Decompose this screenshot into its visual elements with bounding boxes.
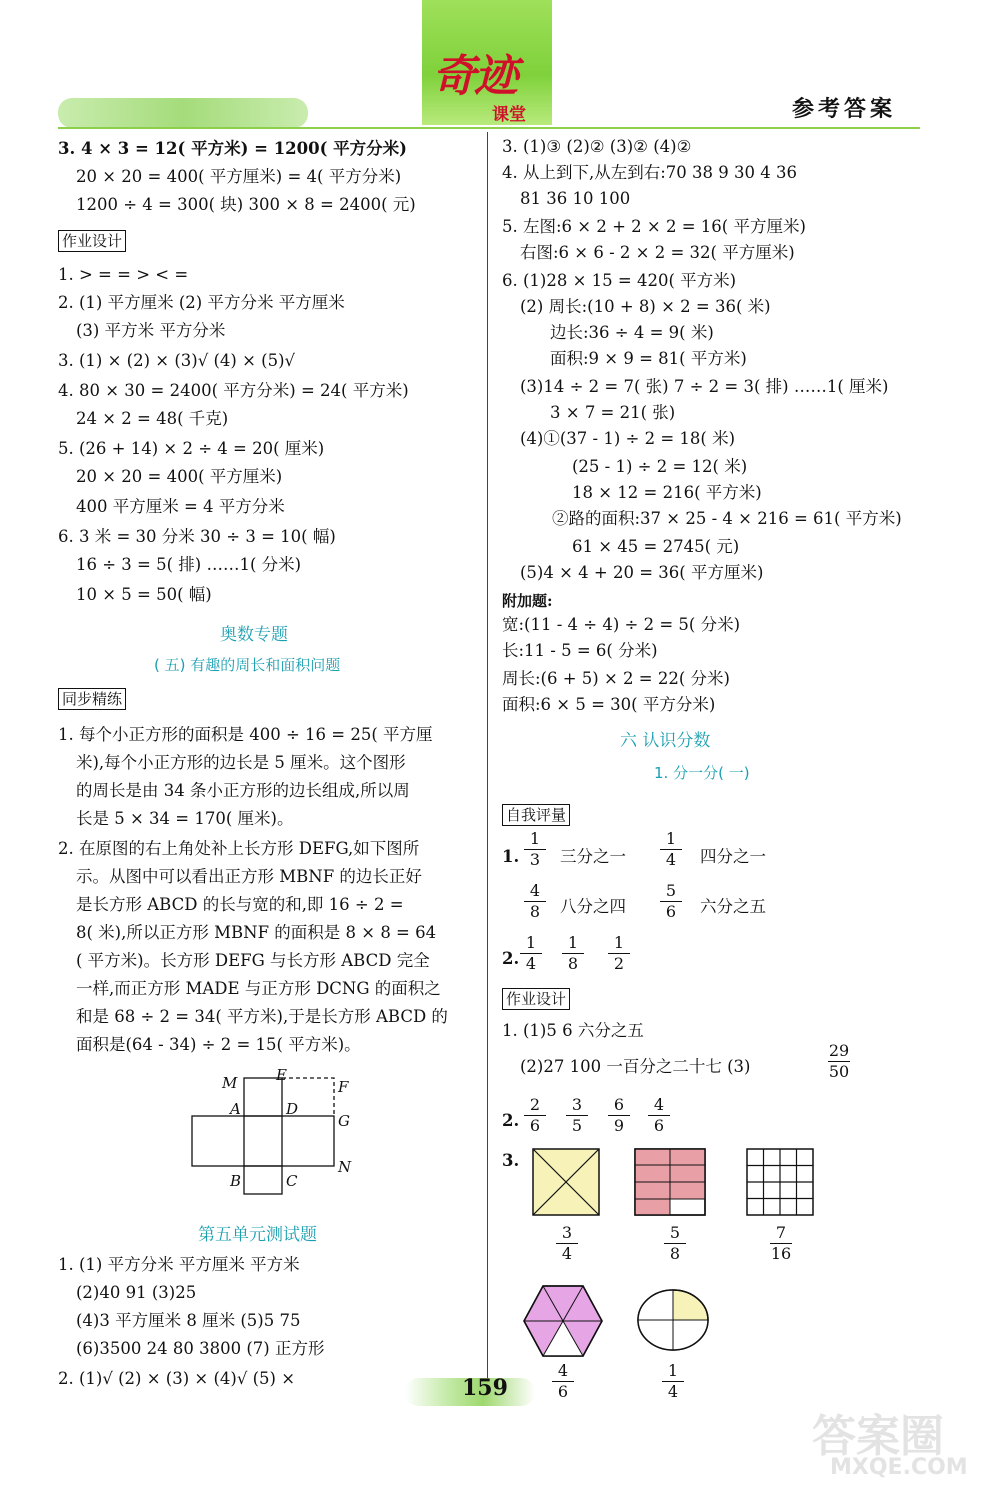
watermark-url: MXQE.COM bbox=[830, 1455, 968, 1480]
numerator: 2 bbox=[529, 1095, 541, 1114]
section-title-fractions: 六 认识分数 bbox=[620, 731, 711, 751]
numerator: 4 bbox=[557, 1361, 569, 1380]
fraction bbox=[608, 1096, 630, 1135]
numerator: 3 bbox=[561, 1223, 573, 1242]
denominator: 3 bbox=[529, 850, 541, 869]
hw2-number: 2. bbox=[502, 1111, 520, 1130]
section-subtitle: ( 五) 有趣的周长和面积问题 bbox=[154, 656, 341, 674]
left-line: 的周长是由 34 条小正方形的边长组成,所以周 bbox=[76, 781, 410, 800]
right-line: 宽:(11 - 4 ÷ 4) ÷ 2 = 5( 分米) bbox=[502, 615, 741, 634]
numerator: 5 bbox=[669, 1223, 681, 1242]
left-line: (4)3 平方厘米 8 厘米 (5)5 75 bbox=[76, 1311, 301, 1330]
watermark-logo: 答案圈 bbox=[812, 1411, 944, 1462]
denominator: 8 bbox=[529, 902, 541, 921]
denominator: 8 bbox=[669, 1244, 681, 1263]
left-line: 是长方形 ABCD 的长与宽的和,即 16 ÷ 2 = bbox=[76, 895, 404, 914]
q1-word-3: 八分之四 bbox=[560, 897, 626, 916]
right-line: 面积:9 × 9 = 81( 平方米) bbox=[550, 349, 747, 368]
denominator: 6 bbox=[529, 1116, 541, 1135]
denominator: 8 bbox=[567, 954, 579, 973]
left-line: 1. > = = > < = bbox=[58, 265, 189, 284]
numerator: 1 bbox=[529, 829, 541, 848]
numerator: 5 bbox=[665, 881, 677, 900]
left-line: 6. 3 米 = 30 分米 30 ÷ 3 = 10( 幅) bbox=[58, 527, 336, 546]
fraction bbox=[524, 1096, 546, 1135]
right-line: 4. 从上到下,从左到右:70 38 9 30 4 36 bbox=[502, 163, 797, 182]
right-line: 18 × 12 = 216( 平方米) bbox=[572, 483, 762, 502]
square-quartered-shape bbox=[532, 1148, 602, 1218]
fraction bbox=[562, 934, 584, 973]
rect-middle bbox=[192, 1116, 334, 1166]
shape-fraction bbox=[662, 1362, 684, 1401]
q1-word-4: 六分之五 bbox=[700, 897, 766, 916]
right-line: (3)14 ÷ 2 = 7( 张) 7 ÷ 2 = 3( 排) ……1( 厘米) bbox=[520, 377, 889, 396]
hexagon-sixths-shape bbox=[522, 1284, 604, 1358]
header-logo-sub: 课堂 bbox=[492, 105, 526, 125]
numerator: 1 bbox=[613, 933, 625, 952]
left-line: 8( 米),所以正方形 MBNF 的面积是 8 × 8 = 64 bbox=[76, 923, 437, 942]
left-line: 2. (1)√ (2) × (3) × (4)√ (5) × bbox=[58, 1369, 296, 1388]
denominator: 4 bbox=[561, 1244, 573, 1263]
label-b: B bbox=[230, 1172, 242, 1190]
right-line: 5. 左图:6 × 2 + 2 × 2 = 16( 平方厘米) bbox=[502, 217, 806, 236]
denominator: 4 bbox=[525, 954, 537, 973]
shape-fraction bbox=[552, 1362, 574, 1401]
left-line: ( 平方米)。长方形 DEFG 与长方形 ABCD 完全 bbox=[76, 951, 430, 970]
header-logo: 奇迹 bbox=[432, 51, 516, 102]
numerator: 6 bbox=[613, 1095, 625, 1114]
right-line: 边长:36 ÷ 4 = 9( 米) bbox=[550, 323, 714, 342]
hw3-number: 3. bbox=[502, 1151, 520, 1170]
left-line: (2)40 91 (3)25 bbox=[76, 1283, 197, 1302]
section-title-olympiad: 奥数专题 bbox=[220, 625, 288, 645]
left-line: 3. (1) × (2) × (3)√ (4) × (5)√ bbox=[58, 351, 296, 370]
left-line: (3) 平方米 平方分米 bbox=[76, 321, 226, 340]
fraction bbox=[608, 934, 630, 973]
left-line: 长是 5 × 34 = 170( 厘米)。 bbox=[76, 809, 294, 828]
left-line: 米),每个小正方形的边长是 5 厘米。这个图形 bbox=[76, 753, 406, 772]
grid-sixteenths-shape bbox=[746, 1148, 816, 1218]
left-line: 400 平方厘米 = 4 平方分米 bbox=[76, 497, 285, 516]
left-line: 面积是(64 - 34) ÷ 2 = 15( 平方米)。 bbox=[76, 1035, 361, 1054]
shape-fraction bbox=[664, 1224, 686, 1263]
denominator: 6 bbox=[665, 902, 677, 921]
label-e: E bbox=[276, 1066, 287, 1084]
header-decoration bbox=[58, 98, 308, 128]
ellipse-quarters-shape bbox=[636, 1288, 710, 1352]
denominator: 16 bbox=[770, 1244, 792, 1263]
section-box-self-assess: 自我评量 bbox=[502, 804, 570, 826]
header-rule bbox=[58, 127, 920, 129]
shape-fraction bbox=[770, 1224, 792, 1263]
denominator: 2 bbox=[613, 954, 625, 973]
left-line: 1. 每个小正方形的面积是 400 ÷ 16 = 25( 平方厘 bbox=[58, 725, 433, 744]
left-line: 1. (1) 平方分米 平方厘米 平方米 bbox=[58, 1255, 300, 1274]
left-line: 2. 在原图的右上角处补上长方形 DEFG,如下图所 bbox=[58, 839, 420, 858]
right-line: 周长:(6 + 5) × 2 = 22( 分米) bbox=[502, 669, 730, 688]
left-line: 和是 68 ÷ 2 = 34( 平方米),于是长方形 ABCD 的 bbox=[76, 1007, 448, 1026]
fraction bbox=[520, 934, 542, 973]
section-title-unit-test: 第五单元测试题 bbox=[198, 1225, 317, 1245]
left-line: 5. (26 + 14) × 2 ÷ 4 = 20( 厘米) bbox=[58, 439, 325, 458]
right-line: 81 36 10 100 bbox=[520, 189, 631, 208]
left-line: 20 × 20 = 400( 平方厘米) = 4( 平方分米) bbox=[76, 167, 402, 186]
q2-number: 2. bbox=[502, 949, 520, 968]
right-line: ②路的面积:37 × 25 - 4 × 216 = 61( 平方米) bbox=[552, 509, 902, 528]
left-line: 10 × 5 = 50( 幅) bbox=[76, 585, 212, 604]
label-c: C bbox=[286, 1172, 298, 1190]
denominator: 50 bbox=[828, 1062, 850, 1081]
numerator: 4 bbox=[653, 1095, 665, 1114]
left-line: 16 ÷ 3 = 5( 排) ……1( 分米) bbox=[76, 555, 302, 574]
cross-figure bbox=[186, 1068, 356, 1198]
right-line: (2) 周长:(10 + 8) × 2 = 36( 米) bbox=[520, 297, 771, 316]
denominator: 6 bbox=[653, 1116, 665, 1135]
right-line: 右图:6 × 6 - 2 × 2 = 32( 平方厘米) bbox=[520, 243, 795, 262]
left-line: (6)3500 24 80 3800 (7) 正方形 bbox=[76, 1339, 325, 1358]
rect-eighths-shape bbox=[634, 1148, 708, 1218]
fraction bbox=[524, 882, 546, 921]
denominator: 9 bbox=[613, 1116, 625, 1135]
right-line: 3 × 7 = 21( 张) bbox=[550, 403, 676, 422]
label-g: G bbox=[338, 1112, 350, 1130]
numerator: 1 bbox=[665, 829, 677, 848]
fraction bbox=[648, 1096, 670, 1135]
section-subtitle-fractions: 1. 分一分( 一) bbox=[654, 764, 750, 782]
fraction bbox=[524, 830, 546, 869]
left-line: 24 × 2 = 48( 千克) bbox=[76, 409, 229, 428]
label-a: A bbox=[230, 1100, 241, 1118]
label-n: N bbox=[338, 1158, 352, 1176]
right-line: (4)①(37 - 1) ÷ 2 = 18( 米) bbox=[520, 429, 736, 448]
square-bottom bbox=[244, 1166, 282, 1194]
fraction bbox=[828, 1042, 850, 1081]
denominator: 6 bbox=[557, 1382, 569, 1401]
left-line: 2. (1) 平方厘米 (2) 平方分米 平方厘米 bbox=[58, 293, 345, 312]
right-line: 6. (1)28 × 15 = 420( 平方米) bbox=[502, 271, 737, 290]
right-line: (25 - 1) ÷ 2 = 12( 米) bbox=[572, 457, 748, 476]
fraction bbox=[566, 1096, 588, 1135]
left-line: 示。从图中可以看出正方形 MBNF 的边长正好 bbox=[76, 867, 422, 886]
denominator: 4 bbox=[667, 1382, 679, 1401]
header-title: 参考答案 bbox=[792, 96, 897, 122]
numerator: 3 bbox=[571, 1095, 583, 1114]
left-line: 4. 80 × 30 = 2400( 平方分米) = 24( 平方米) bbox=[58, 381, 409, 400]
fraction bbox=[660, 830, 682, 869]
left-line: 1200 ÷ 4 = 300( 块) 300 × 8 = 2400( 元) bbox=[76, 195, 416, 214]
page-number: 159 bbox=[462, 1375, 508, 1401]
q1-word-1: 三分之一 bbox=[560, 847, 626, 866]
label-m: M bbox=[222, 1074, 238, 1092]
numerator: 29 bbox=[828, 1041, 850, 1060]
section-box-practice: 同步精练 bbox=[58, 688, 126, 710]
numerator: 1 bbox=[525, 933, 537, 952]
left-line: 一样,而正方形 MADE 与正方形 DCNG 的面积之 bbox=[76, 979, 441, 998]
numerator: 7 bbox=[775, 1223, 787, 1242]
q1-number: 1. bbox=[502, 847, 520, 866]
right-line: 61 × 45 = 2745( 元) bbox=[572, 537, 740, 556]
denominator: 5 bbox=[571, 1116, 583, 1135]
fraction bbox=[660, 882, 682, 921]
label-d: D bbox=[286, 1100, 299, 1118]
hw1-line: 1. (1)5 6 六分之五 bbox=[502, 1021, 644, 1040]
numerator: 4 bbox=[529, 881, 541, 900]
right-line: (5)4 × 4 + 20 = 36( 平方厘米) bbox=[520, 563, 764, 582]
right-line: 面积:6 × 5 = 30( 平方分米) bbox=[502, 695, 716, 714]
left-line: 3. 4 × 3 = 12( 平方米) = 1200( 平方分米) bbox=[58, 139, 407, 158]
section-box-homework: 作业设计 bbox=[58, 230, 126, 252]
q1-word-2: 四分之一 bbox=[700, 847, 766, 866]
label-f: F bbox=[338, 1078, 349, 1096]
numerator: 1 bbox=[567, 933, 579, 952]
right-line: 附加题: bbox=[502, 592, 553, 610]
column-divider bbox=[487, 132, 488, 1392]
hw1b-line: (2)27 100 一百分之二十七 (3) bbox=[520, 1057, 751, 1076]
right-line: 3. (1)③ (2)② (3)② (4)② bbox=[502, 137, 692, 156]
numerator: 1 bbox=[667, 1361, 679, 1380]
shape-fraction bbox=[556, 1224, 578, 1263]
section-box-homework-2: 作业设计 bbox=[502, 988, 570, 1010]
right-line: 长:11 - 5 = 6( 分米) bbox=[502, 641, 658, 660]
denominator: 4 bbox=[665, 850, 677, 869]
left-line: 20 × 20 = 400( 平方厘米) bbox=[76, 467, 283, 486]
